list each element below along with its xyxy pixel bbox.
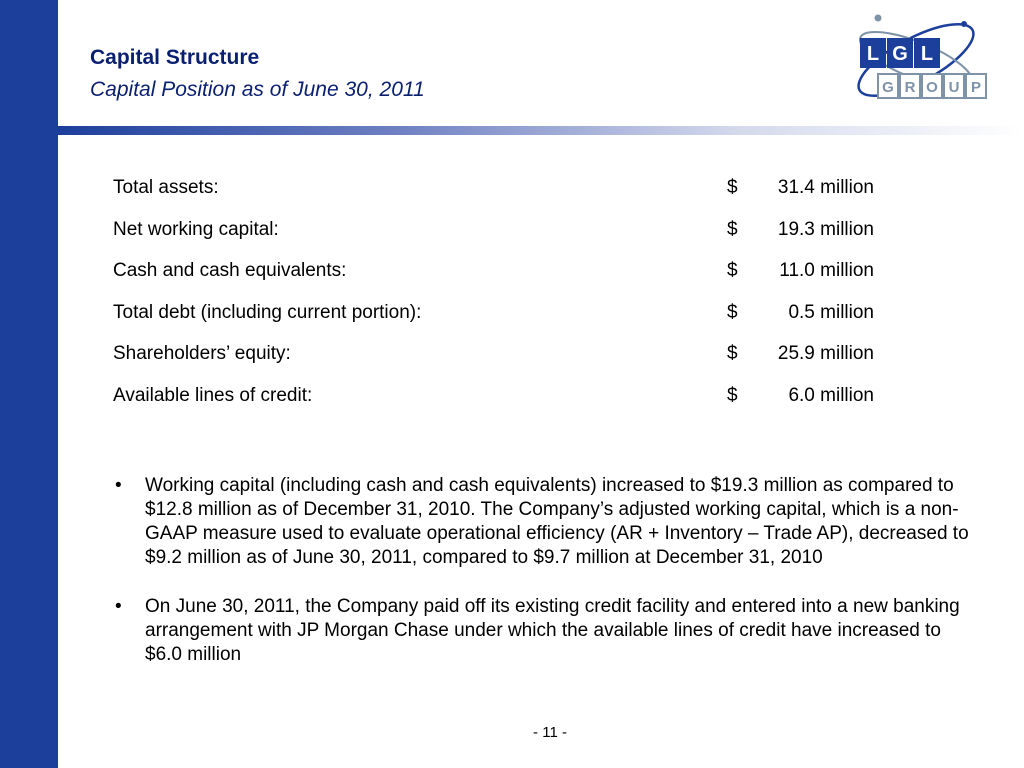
- left-accent-bar: [0, 0, 58, 768]
- metric-value: 0.5 million: [788, 301, 874, 323]
- lgl-group-logo: [838, 8, 988, 112]
- logo-letter-l1: L: [866, 43, 880, 65]
- metric-currency: $: [727, 177, 738, 198]
- bullet-item: [113, 474, 973, 570]
- metric-value: 31.4 million: [777, 177, 874, 198]
- bullet-item: [113, 595, 973, 667]
- bullet-text: Working capital (including cash and cash equivalents) increased to $19.3 million as compared to $12.8 million as of December 31, 2010. The Company’s adjusted working capital, which is a non-GAAP measure used to evaluate operational efficiency (AR + Inventory – Trade AP), decreased to $9.2 million as of June 30, 2011, compared to $9.7 million at December 31, 2010: [145, 475, 969, 568]
- logo-letter: G: [892, 43, 908, 65]
- metric-row-lines-of-credit: [113, 384, 883, 426]
- bullet-text: On June 30, 2011, the Company paid off its existing credit facility and entered into a new banking arrangement with JP Morgan Chase under which the available lines of credit have increased to $6.0 million: [145, 596, 960, 665]
- logo-letter: G: [882, 79, 894, 96]
- metric-row-total-assets: [113, 176, 883, 218]
- metric-row-net-working-capital: [113, 218, 883, 260]
- bullet-marker: •: [115, 475, 122, 496]
- metric-value: 25.9 million: [777, 343, 874, 364]
- metric-currency: $: [727, 260, 738, 281]
- metric-row-total-debt: [113, 301, 883, 343]
- metric-currency: $: [727, 384, 738, 406]
- metric-value: 11.0 million: [779, 260, 874, 281]
- page-number: - 11 -: [533, 724, 567, 741]
- capital-metrics-list: [113, 176, 883, 425]
- metric-row-cash: [113, 259, 883, 301]
- page-subtitle: Capital Position as of June 30, 2011: [90, 78, 425, 101]
- bullet-marker: •: [115, 596, 122, 617]
- metric-currency: $: [727, 218, 738, 240]
- page-title: Capital Structure: [90, 46, 260, 69]
- metric-label: Shareholders’ equity:: [113, 343, 291, 364]
- logo-letter: L: [920, 43, 934, 65]
- logo-letter: U: [948, 79, 960, 96]
- header-divider: [58, 126, 1024, 135]
- logo-letter: R: [904, 79, 916, 96]
- metric-label: Available lines of credit:: [113, 384, 313, 406]
- metric-label: Total assets:: [113, 177, 219, 198]
- metric-row-shareholders-equity: [113, 342, 883, 384]
- logo-letter: O: [926, 79, 938, 96]
- logo-letter: P: [970, 79, 982, 96]
- metric-label: Net working capital:: [113, 218, 279, 240]
- metric-value: 19.3 million: [777, 218, 874, 240]
- metric-currency: $: [727, 343, 738, 364]
- metric-currency: $: [727, 301, 738, 323]
- metric-label: Total debt (including current portion):: [113, 301, 422, 323]
- metric-value: 6.0 million: [788, 384, 874, 406]
- metric-label: Cash and cash equivalents:: [113, 260, 347, 281]
- commentary-bullets: [113, 474, 973, 692]
